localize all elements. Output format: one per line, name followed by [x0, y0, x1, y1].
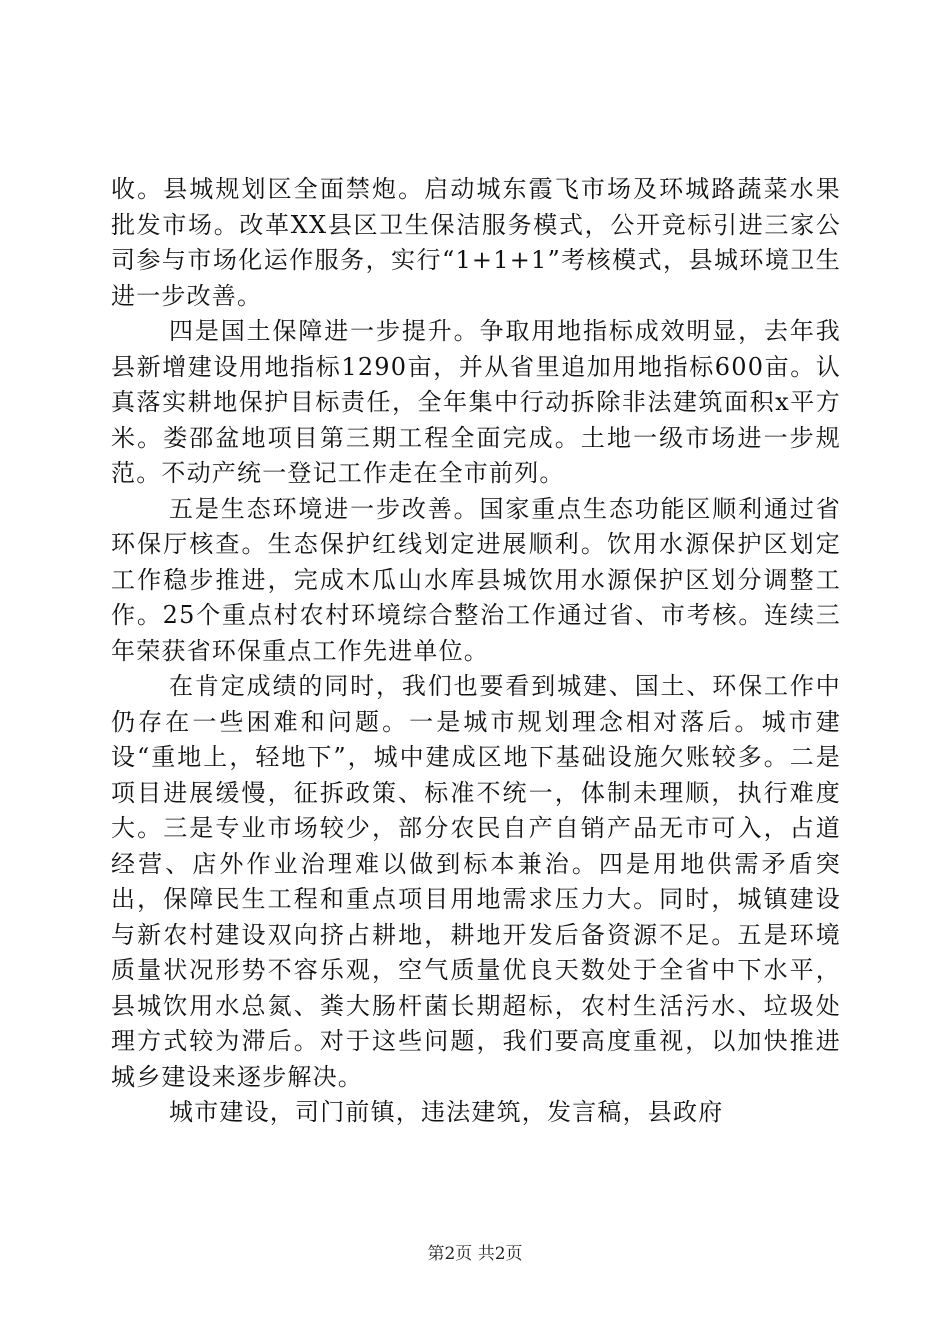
paragraph-3: 五是生态环境进一步改善。国家重点生态功能区顺利通过省环保厅核查。生态保护红线划定进展顺利。饮用水源保护区划定工作稳步推进，完成木瓜山水库县城饮用水源保护区划分调整工作。25个重点村农村环境综合整治工作通过省、市考核。连续三年荣获省环保重点工作先进单位。	[111, 494, 841, 665]
document-body	[111, 172, 841, 1131]
page-footer: 第2页 共2页	[427, 1244, 523, 1264]
keywords-line: 城市建设，司门前镇，违法建筑，发言稿，县政府	[169, 1098, 724, 1126]
paragraph-1: 收。县城规划区全面禁炮。启动城东霞飞市场及环城路蔬菜水果批发市场。改革XX县区卫生保洁服务模式，公开竞标引进三家公司参与市场化运作服务，实行“1+1+1”考核模式，县城环境卫生进一步改善。	[111, 175, 841, 310]
paragraph-2: 四是国土保障进一步提升。争取用地指标成效明显，去年我县新增建设用地指标1290亩，并从省里追加用地指标600亩。认真落实耕地保护目标责任，全年集中行动拆除非法建筑面积x平方米。娄邵盆地项目第三期工程全面完成。土地一级市场进一步规范。不动产统一登记工作走在全市前列。	[111, 317, 841, 487]
paragraph-4: 在肯定成绩的同时，我们也要看到城建、国土、环保工作中仍存在一些困难和问题。一是城市规划理念相对落后。城市建设“重地上，轻地下”，城中建成区地下基础设施欠账较多。二是项目进展缓慢，征拆政策、标准不统一，体制未理顺，执行难度大。三是专业市场较少，部分农民自产自销产品无市可入，占道经营、店外作业治理难以做到标本兼治。四是用地供需矛盾突出，保障民生工程和重点项目用地需求压力大。同时，城镇建设与新农村建设双向挤占耕地，耕地开发后备资源不足。五是环境质量状况形势不容乐观，空气质量优良天数处于全省中下水平，县城饮用水总氮、粪大肠杆菌长期超标，农村生活污水、垃圾处理方式较为滞后。对于这些问题，我们要高度重视，以加快推进城乡建设来逐步解决。	[111, 672, 841, 1091]
